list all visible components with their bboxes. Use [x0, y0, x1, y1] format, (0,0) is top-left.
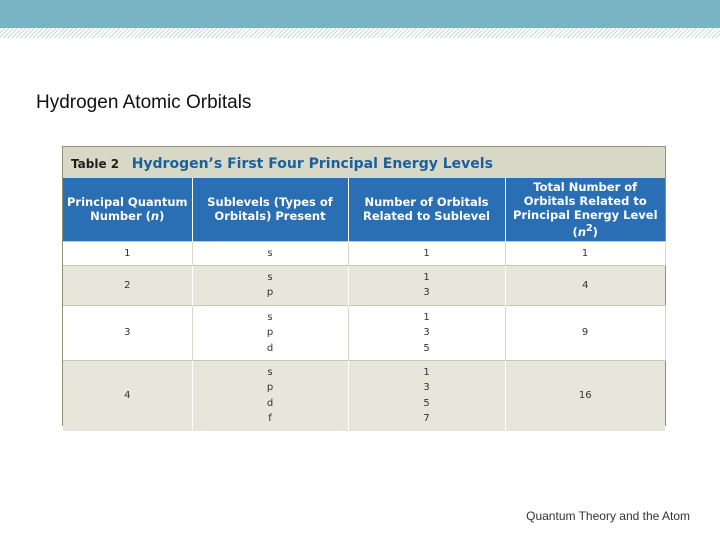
- slide-title: Hydrogen Atomic Orbitals: [36, 92, 252, 113]
- cell-total: 16: [505, 360, 665, 431]
- sublevel-value: d: [266, 342, 274, 354]
- sublevel-value: s: [267, 247, 273, 259]
- column-header-sublevels: [192, 178, 348, 241]
- cell-n: 2: [63, 265, 192, 305]
- orbital-count: 1: [423, 247, 430, 259]
- cell-sublevels: [192, 305, 348, 360]
- sublevel-value: s: [267, 366, 273, 378]
- header-text: Number of Orbitals Related to Sublevel: [363, 195, 490, 224]
- cell-orbitals: [348, 305, 505, 360]
- cell-n: 3: [63, 305, 192, 360]
- cell-total: 1: [505, 241, 665, 265]
- orbital-count: 1: [423, 311, 430, 323]
- cell-n: 4: [63, 360, 192, 431]
- sublevel-value: f: [268, 413, 272, 425]
- cell-orbitals: [348, 265, 505, 305]
- cell-sublevels: [192, 241, 348, 265]
- orbital-count: 7: [423, 413, 430, 425]
- table-row: [63, 360, 665, 431]
- table-caption: [63, 147, 665, 178]
- sublevel-value: d: [266, 397, 274, 409]
- header-text: Sublevels (Types of Orbitals) Present: [207, 195, 333, 224]
- top-accent-bar: [0, 0, 720, 28]
- column-header-total-orbitals: [505, 178, 665, 241]
- cell-total: 9: [505, 305, 665, 360]
- cell-total: 4: [505, 265, 665, 305]
- header-text: Principal Quantum Number (n): [67, 195, 188, 224]
- sublevel-value: s: [267, 311, 273, 323]
- table-row: [63, 265, 665, 305]
- orbital-count: 3: [423, 327, 430, 339]
- sublevel-value: s: [267, 271, 273, 283]
- table-header-row: [63, 178, 665, 241]
- top-hatch-pattern: [0, 28, 720, 38]
- orbital-count: 5: [423, 397, 430, 409]
- header-text-total: Total Number of Orbitals Related to Principal Energy Level $(n^2)$: [512, 180, 658, 239]
- orbital-count: 1: [423, 366, 430, 378]
- sublevel-value: p: [266, 327, 274, 339]
- table-row: [63, 305, 665, 360]
- cell-sublevels: [192, 360, 348, 431]
- footer-text: Quantum Theory and the Atom: [526, 509, 690, 523]
- table-title: Hydrogen’s First Four Principal Energy Levels: [131, 156, 493, 172]
- orbital-count: 3: [423, 382, 430, 394]
- cell-sublevels: [192, 265, 348, 305]
- orbitals-table: [63, 178, 666, 431]
- cell-n: 1: [63, 241, 192, 265]
- cell-orbitals: [348, 241, 505, 265]
- column-header-principal-quantum-number: [63, 178, 192, 241]
- table-row: [63, 241, 665, 265]
- orbital-count: 3: [423, 287, 430, 299]
- orbital-count: 5: [423, 342, 430, 354]
- table-label: Table 2: [71, 157, 120, 171]
- orbital-count: 1: [423, 271, 430, 283]
- sublevel-value: p: [266, 287, 274, 299]
- column-header-number-of-orbitals: [348, 178, 505, 241]
- table-figure: [62, 146, 666, 426]
- sublevel-value: p: [266, 382, 274, 394]
- cell-orbitals: [348, 360, 505, 431]
